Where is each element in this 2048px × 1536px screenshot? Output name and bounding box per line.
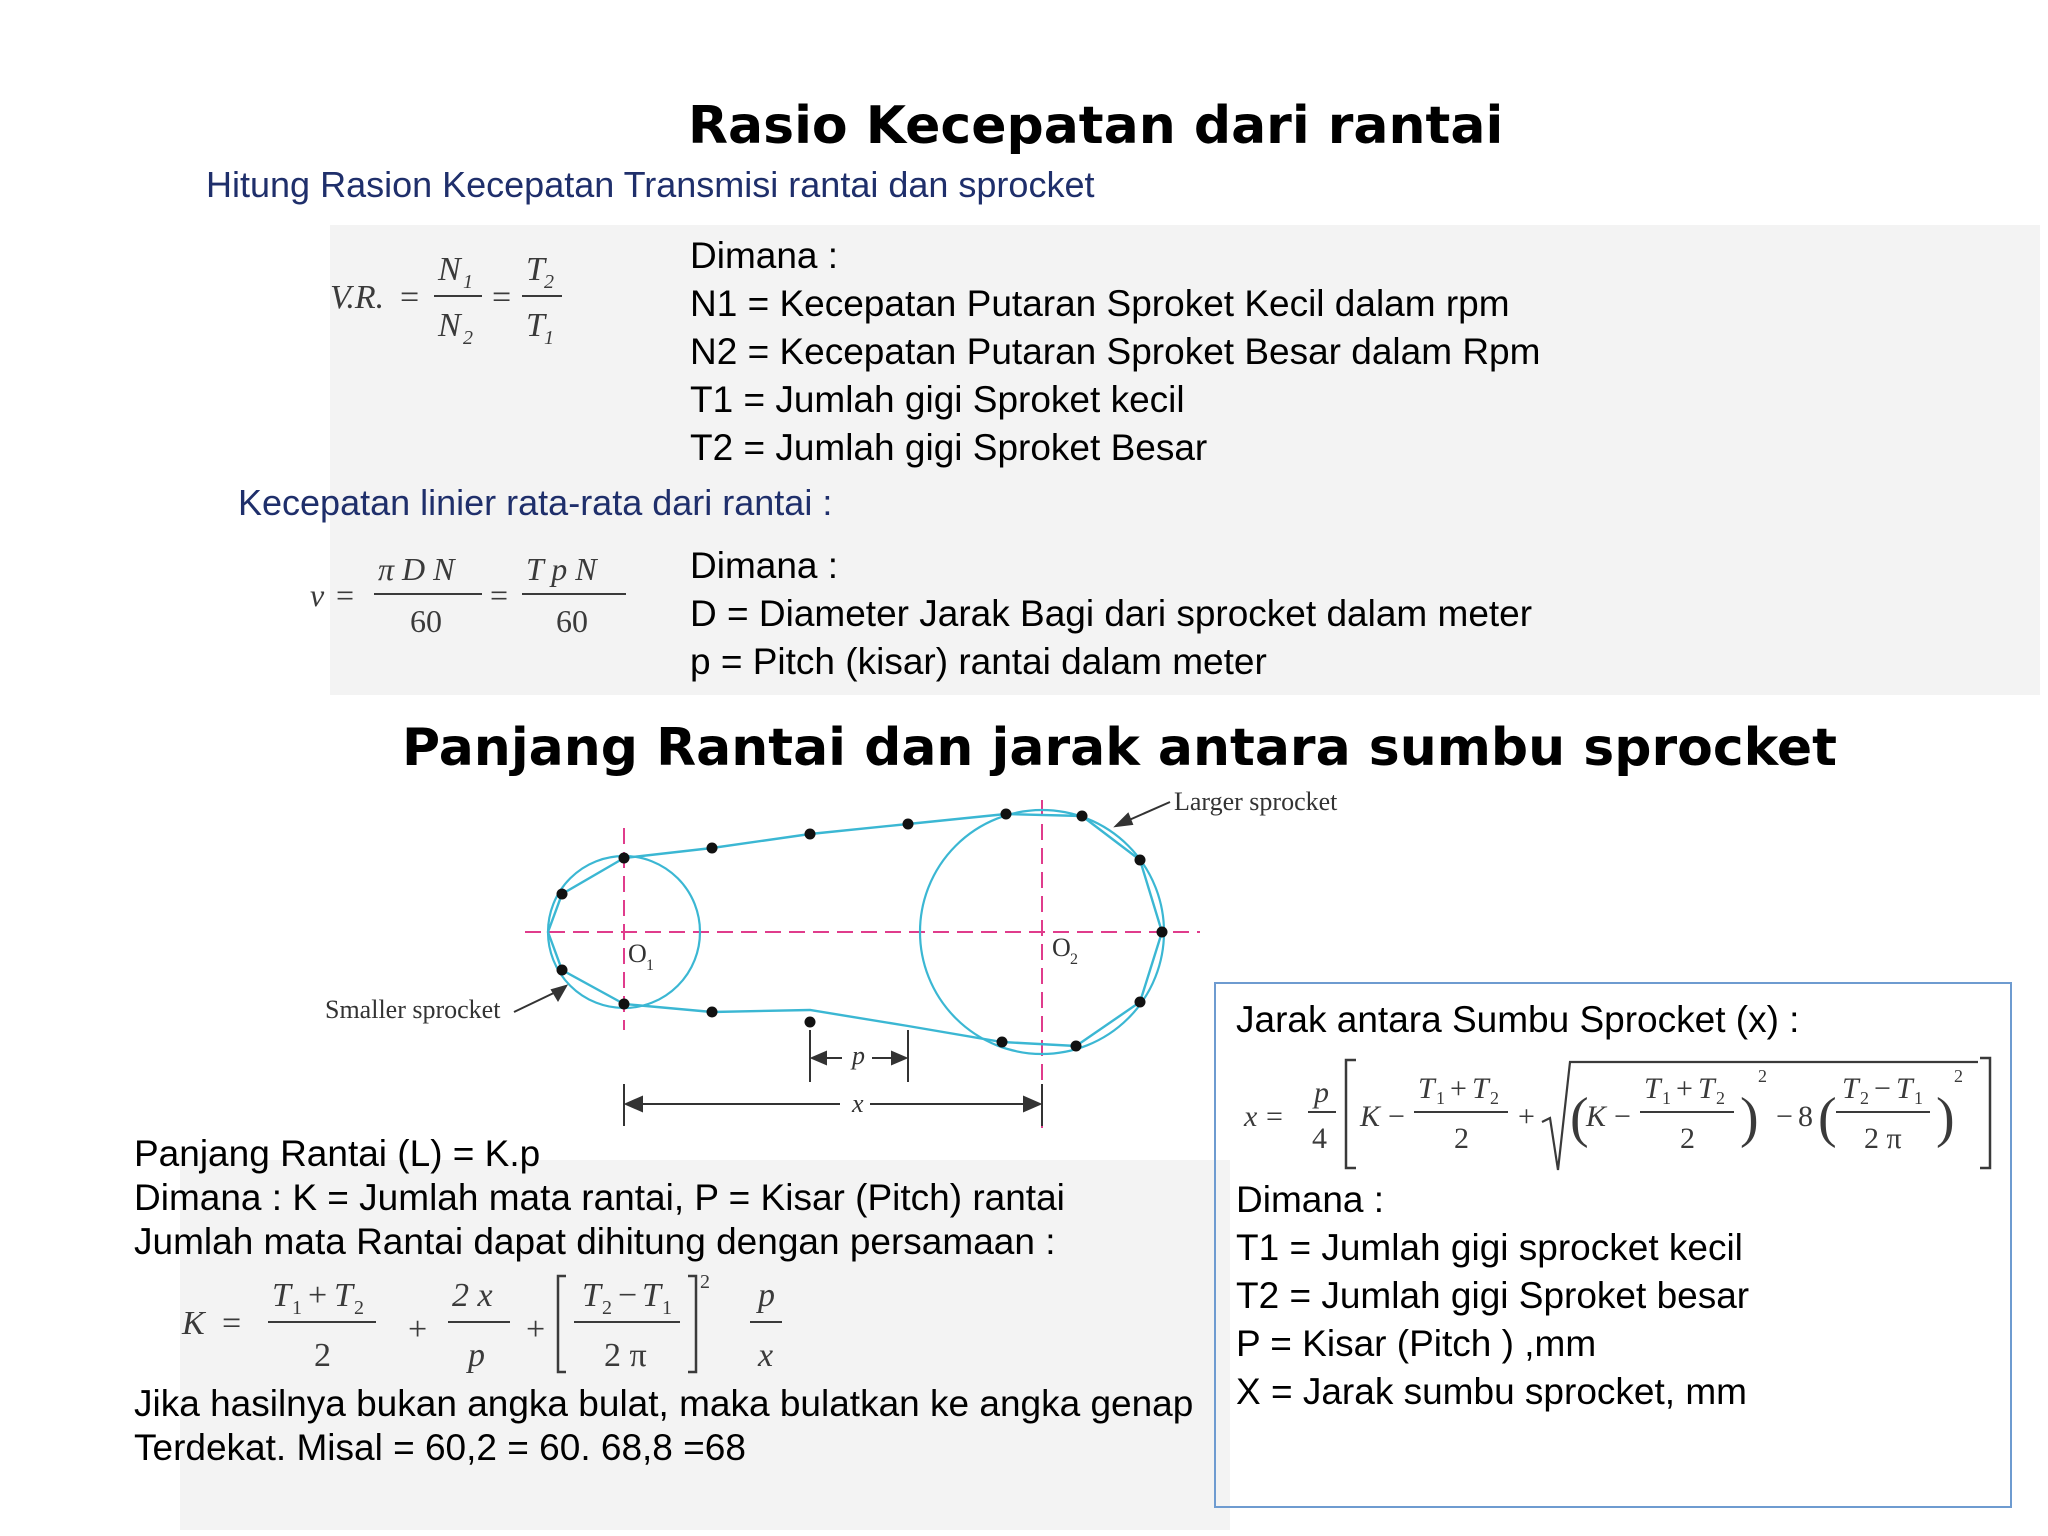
note-line-1: Jika hasilnya bukan angka bulat, maka bulatkan ke angka genap	[134, 1383, 1194, 1424]
distance-label: x	[852, 1089, 864, 1118]
v-num1: π D N	[378, 551, 455, 587]
svg-text:2: 2	[1490, 1088, 1499, 1108]
o2-sub: 2	[1070, 951, 1078, 968]
svg-text:+: +	[526, 1311, 546, 1348]
subtitle-velocity-ratio: Hitung Rasion Kecepatan Transmisi rantai dan sprocket	[206, 164, 1095, 205]
pitch-label: p	[852, 1041, 865, 1070]
chain-line-l: Panjang Rantai (L) = K.p	[134, 1133, 541, 1174]
k-twox: 2 x	[452, 1277, 493, 1314]
note-line-2: Terdekat. Misal = 60,2 = 60. 68,8 =68	[134, 1427, 746, 1468]
svg-text:): )	[1936, 1087, 1955, 1149]
svg-text:=: =	[336, 577, 355, 613]
vr-t1-sub: 1	[544, 327, 554, 346]
o1-sub: 1	[646, 957, 654, 974]
svg-text:+: +	[1450, 1072, 1467, 1105]
bx-t1: T	[1418, 1072, 1435, 1105]
linear-velocity-formula	[300, 540, 640, 640]
bx-t1c: T	[1896, 1072, 1913, 1105]
vr-line-n1: N1 = Kecepatan Putaran Sproket Kecil dalam rpm	[690, 283, 1510, 324]
svg-text:(: (	[1570, 1087, 1589, 1149]
chain-path	[548, 814, 1162, 1046]
v-line-d: D = Diameter Jarak Bagi dari sprocket dalam meter	[690, 593, 1533, 634]
svg-text:2: 2	[1860, 1088, 1869, 1108]
svg-text:−: −	[618, 1277, 638, 1314]
sprocket-circles	[548, 810, 1164, 1054]
k-t2: T	[334, 1277, 353, 1314]
bx-twopi: 2 π	[1864, 1122, 1902, 1155]
vr-dimana: Dimana :	[690, 235, 839, 276]
chain-link-dots	[557, 809, 1168, 1052]
vr-t2-sub: 2	[544, 271, 554, 293]
bx-sq1: 2	[1758, 1066, 1767, 1086]
section-title-chain-length: Panjang Rantai dan jarak antara sumbu sprocket	[402, 718, 1837, 778]
smaller-sprocket-circle	[548, 856, 700, 1008]
vr-lhs: V.R.	[330, 279, 385, 316]
v-dimana: Dimana :	[690, 545, 839, 586]
vr-line-t2: T2 = Jumlah gigi Sproket Besar	[690, 427, 1208, 468]
k-t1-sub: 1	[292, 1297, 302, 1319]
box-line-x: X = Jarak sumbu sprocket, mm	[1236, 1371, 1747, 1412]
svg-text:1: 1	[1662, 1088, 1671, 1108]
v-num2: T p N	[526, 551, 597, 587]
k-square: 2	[700, 1271, 710, 1293]
subtitle-linear-velocity: Kecepatan linier rata-rata dari rantai :	[238, 482, 833, 523]
svg-text:): )	[1740, 1087, 1759, 1149]
svg-text:=: =	[492, 279, 512, 316]
k-p: p	[468, 1337, 485, 1374]
v-line-p: p = Pitch (kisar) rantai dalam meter	[690, 641, 1267, 682]
vr-line-n2: N2 = Kecepatan Putaran Sproket Besar dalam Rpm	[690, 331, 1541, 372]
v-description	[690, 542, 1532, 686]
box-title: Jarak antara Sumbu Sprocket (x) :	[1236, 999, 1800, 1040]
vr-t2: T	[526, 251, 545, 288]
bx-t2c: T	[1842, 1072, 1859, 1105]
o1-label: O	[628, 939, 647, 968]
vr-t1: T	[526, 307, 545, 344]
larger-sprocket-circle	[920, 810, 1164, 1054]
bx-t1b: T	[1644, 1072, 1661, 1105]
bx-k2: K	[1586, 1100, 1607, 1133]
bx-four: 4	[1312, 1122, 1327, 1155]
larger-sprocket-label: Larger sprocket	[1174, 787, 1338, 816]
k-t2b-sub: 2	[602, 1297, 612, 1319]
k-p2: p	[758, 1277, 775, 1314]
svg-text:+: +	[1518, 1100, 1535, 1133]
svg-text:=: =	[490, 577, 509, 613]
bx-t2b: T	[1698, 1072, 1715, 1105]
k-t1b-sub: 1	[662, 1297, 672, 1319]
svg-text:−: −	[1388, 1100, 1405, 1133]
bx-two: 2	[1454, 1122, 1469, 1155]
bx-k: K	[1360, 1100, 1381, 1133]
k-two: 2	[314, 1337, 331, 1374]
vr-n2-sub: 2	[463, 327, 473, 346]
svg-text:−: −	[1614, 1100, 1631, 1133]
page-title: Rasio Kecepatan dari rantai	[688, 96, 1504, 156]
bx-two2: 2	[1680, 1122, 1695, 1155]
svg-text:(: (	[1818, 1087, 1837, 1149]
k-x: x	[758, 1337, 774, 1374]
k-t1: T	[272, 1277, 291, 1314]
bx-t2: T	[1472, 1072, 1489, 1105]
box-dimana: Dimana :	[1236, 1179, 1385, 1220]
box-line-p: P = Kisar (Pitch ) ,mm	[1236, 1323, 1597, 1364]
chain-links-formula	[170, 1264, 810, 1384]
svg-text:2: 2	[1716, 1088, 1725, 1108]
svg-text:+: +	[408, 1311, 428, 1348]
k-twopi: 2 π	[604, 1337, 647, 1374]
svg-text:=: =	[222, 1305, 242, 1342]
box-line-t2: T2 = Jumlah gigi Sproket besar	[1236, 1275, 1750, 1316]
svg-text:=: =	[1266, 1100, 1283, 1133]
svg-text:=: =	[400, 279, 420, 316]
center-distance-formula	[1236, 1052, 2006, 1182]
svg-text:1: 1	[1914, 1088, 1923, 1108]
v-lhs: v	[310, 577, 325, 613]
velocity-ratio-formula	[320, 236, 580, 346]
k-t2-sub: 2	[354, 1297, 364, 1319]
k-t2b: T	[582, 1277, 601, 1314]
bx-eight: 8	[1798, 1100, 1813, 1133]
svg-text:−: −	[1776, 1100, 1793, 1133]
vr-n1-sub: 1	[463, 271, 473, 293]
v-den1: 60	[410, 603, 442, 639]
svg-text:+: +	[1676, 1072, 1693, 1105]
bx-sq2: 2	[1954, 1066, 1963, 1086]
bx-p: p	[1314, 1076, 1329, 1109]
v-den2: 60	[556, 603, 588, 639]
k-t1b: T	[642, 1277, 661, 1314]
vr-line-t1: T1 = Jumlah gigi Sproket kecil	[690, 379, 1185, 420]
svg-text:+: +	[308, 1277, 328, 1314]
o2-label: O	[1052, 933, 1071, 962]
svg-text:1: 1	[1436, 1088, 1445, 1108]
smaller-sprocket-label: Smaller sprocket	[325, 995, 501, 1024]
chain-line-eq: Jumlah mata Rantai dapat dihitung dengan persamaan :	[134, 1221, 1056, 1262]
k-lhs: K	[182, 1305, 205, 1342]
vr-n2: N	[438, 307, 461, 344]
chain-length-text	[134, 1132, 1065, 1264]
vr-description	[690, 232, 1540, 472]
bx-x: x	[1244, 1100, 1258, 1133]
box-description	[1236, 1176, 1749, 1416]
centerlines	[525, 800, 1200, 1130]
svg-text:−: −	[1874, 1072, 1891, 1105]
vr-n1: N	[438, 251, 461, 288]
box-line-t1: T1 = Jumlah gigi sprocket kecil	[1236, 1227, 1743, 1268]
chain-line-k: Dimana : K = Jumlah mata rantai, P = Kisar (Pitch) rantai	[134, 1177, 1065, 1218]
rounding-note	[134, 1382, 1193, 1470]
